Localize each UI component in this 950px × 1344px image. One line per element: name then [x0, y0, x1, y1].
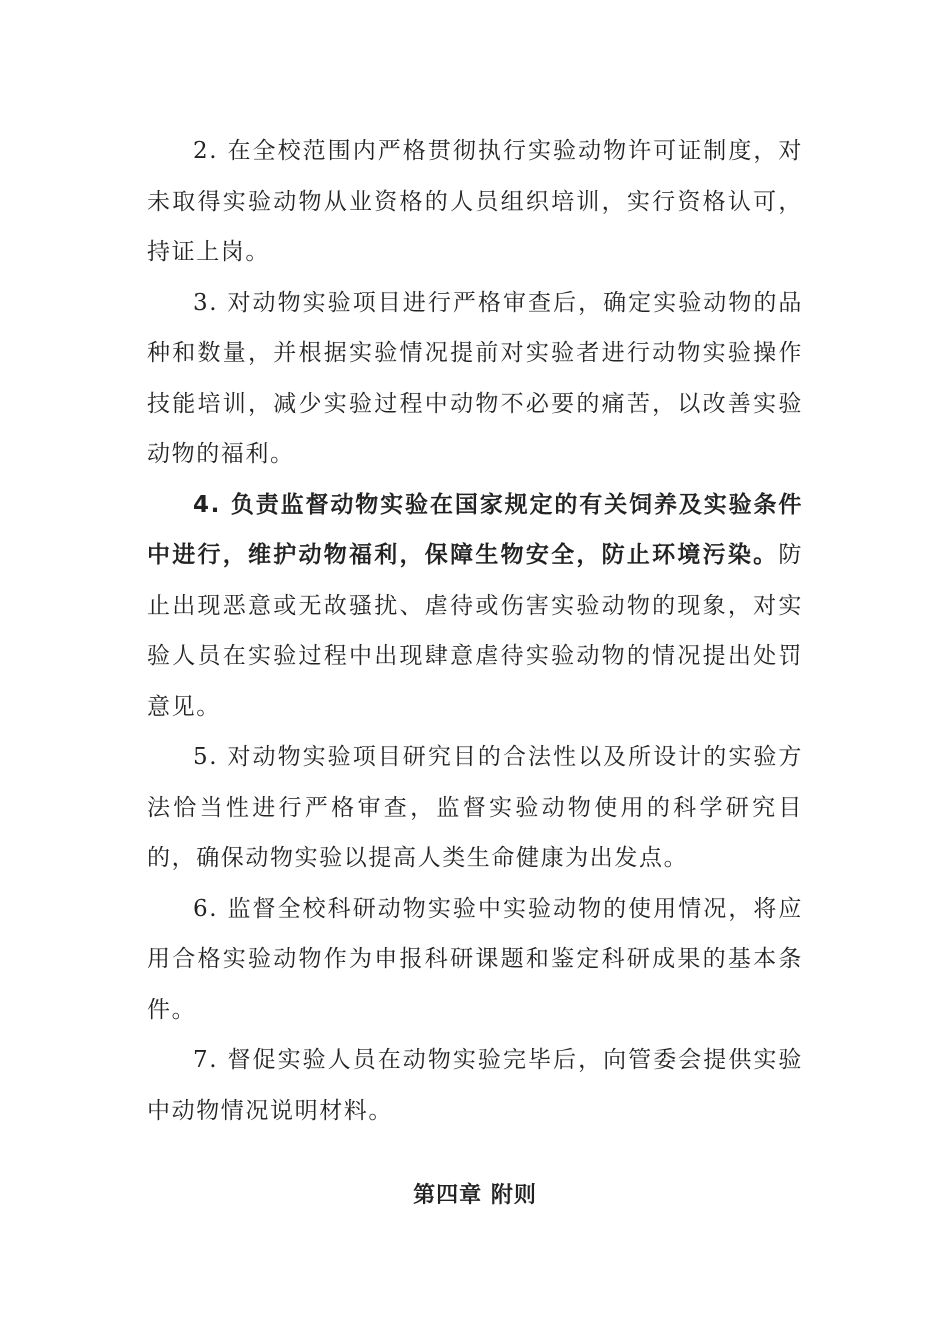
paragraph-text: 6. 监督全校科研动物实验中实验动物的使用情况，将应用合格实验动物作为申报科研课题和鉴定科研成果的基本条件。 [147, 895, 803, 1023]
paragraph-item-4 [147, 480, 803, 733]
paragraph-text: 3. 对动物实验项目进行严格审查后，确定实验动物的品种和数量，并根据实验情况提前对实验者进行动物实验操作技能培训，减少实验过程中动物不必要的痛苦，以改善实验动物的福利。 [147, 289, 803, 467]
paragraph-text: 5. 对动物实验项目研究目的合法性以及所设计的实验方法恰当性进行严格审查，监督实验动物使用的科学研究目的，确保动物实验以提高人类生命健康为出发点。 [147, 744, 803, 871]
paragraph-item-6 [147, 884, 803, 1036]
paragraph-text: 防止出现恶意或无故骚扰、虐待或伤害实验动物的现象，对实验人员在实验过程中出现肆意虐待实验动物的情况提出处罚意见。 [147, 542, 803, 720]
paragraph-item-3 [147, 278, 803, 480]
paragraph-item-2 [147, 126, 803, 278]
paragraph-text: 2. 在全校范围内严格贯彻执行实验动物许可证制度，对未取得实验动物从业资格的人员组织培训，实行资格认可，持证上岗。 [147, 138, 803, 265]
document-body [147, 126, 803, 1136]
paragraph-item-7 [147, 1035, 803, 1136]
paragraph-item-5 [147, 732, 803, 884]
chapter-heading: 第四章 附则 [413, 1183, 537, 1208]
paragraph-text: 7. 督促实验人员在动物实验完毕后，向管委会提供实验中动物情况说明材料。 [147, 1047, 803, 1124]
paragraph-bold-text: 4. 负责监督动物实验在国家规定的有关饲养及实验条件中进行，维护动物福利，保障生物安全，防止环境污染。 [147, 491, 803, 568]
